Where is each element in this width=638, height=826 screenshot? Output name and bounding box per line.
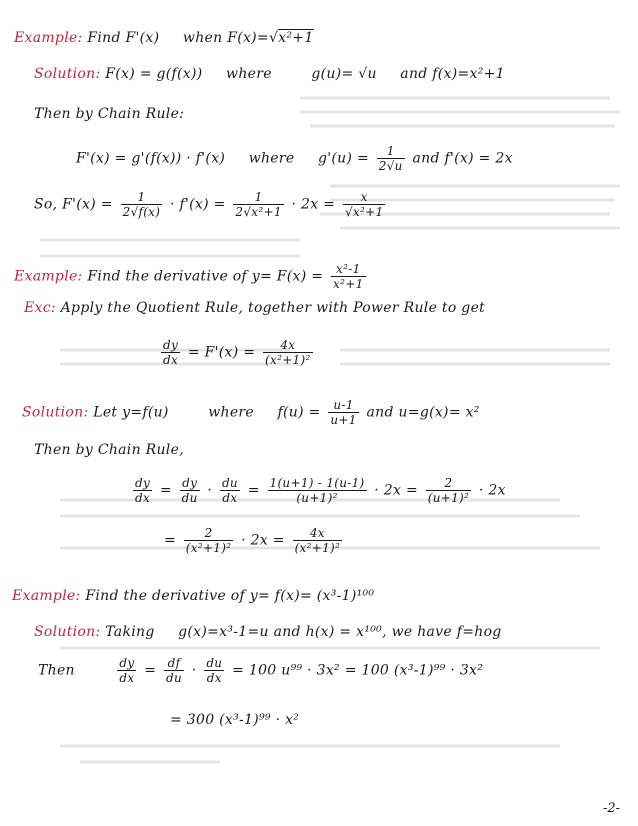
example-2-header: Example:	[14, 268, 83, 285]
so-1-line	[34, 190, 388, 219]
dy-dx-fraction: $\frac{dy}{dx}$	[163, 338, 179, 367]
solution-1-line	[34, 66, 505, 82]
g-definition: g(x)=x³-1=u and	[178, 624, 301, 640]
solution-2-line	[22, 398, 480, 427]
when-word: when	[182, 30, 223, 46]
find-word: Find	[87, 30, 121, 46]
find-derivative-text: Find the derivative of	[87, 268, 247, 285]
g-prime-fraction: $\frac{1}{2√u}$	[378, 144, 403, 173]
where-word: where	[208, 404, 254, 421]
exercise-text: Apply the Quotient Rule, together with Power Rule to get	[60, 300, 486, 316]
y-equals: y= F(x) =	[251, 268, 324, 285]
example-3-header: Example:	[12, 588, 81, 604]
g-prime-label: g'(u) =	[317, 150, 370, 167]
composition-f-hog: f=hog	[456, 624, 502, 640]
derivative-expansion: = 100 u⁹⁹ · 3x² = 100 (x³-1)⁹⁹ · 3x²	[232, 662, 484, 679]
solution-1-label: Solution:	[34, 66, 101, 82]
chain-rule-2-heading: Then by Chain Rule,	[34, 442, 184, 458]
f-of-u-fraction: $\frac{u-1}{u+1}$	[330, 398, 357, 427]
exercise-result-fraction: $\frac{4x}{\text{(x²+1)²}}$	[265, 338, 311, 367]
equals-f-prime: = F'(x) =	[187, 344, 256, 361]
target-derivative: F'(x)	[125, 30, 160, 46]
example-1-header: Example:	[14, 30, 83, 46]
chain-rule-1-line	[76, 144, 513, 173]
and-word: and	[400, 66, 428, 82]
sqrt-argument: x²+1	[278, 30, 314, 46]
quotient-rule-fraction: $\frac{1(u+1) - 1(u-1)}{\text{(u+1)²}}$	[269, 476, 365, 505]
composition-eq: F(x) = g(f(x))	[105, 66, 203, 82]
example-1-line	[14, 30, 314, 46]
function-label: F(x)=	[227, 30, 269, 46]
sqrt-sign: √	[268, 30, 279, 46]
find-derivative-text: Find the derivative of	[85, 588, 245, 604]
exercise-result-line	[158, 338, 316, 367]
f-prime-value: f'(x) = 2x	[444, 150, 513, 167]
so-result-fraction: $\frac{x}{\text{√x²+1}}$	[344, 190, 384, 219]
quotient-fraction: $\frac{\text{x²-1}}{\text{x²+1}}$	[333, 262, 364, 291]
final-result-line: = 300 (x³-1)⁹⁹ · x²	[170, 712, 300, 728]
u-definition: u=g(x)= x²	[398, 404, 480, 421]
where-word: where	[248, 150, 295, 167]
chain-rule-2-line-1: $\frac{dy}{dx}$ = $\frac{dy}{du}$ · $\frac{du}{dx}$ = $\frac{1(u+1) - 1(u-1)}{\text{(u+1)²}}$ · 2x = $\frac{2}{\text{(u+1)²}}$ · 2x	[135, 476, 506, 505]
y-of-u: y=f(u)	[122, 404, 169, 421]
taking-word: Taking	[105, 624, 155, 640]
so-fraction-2: $\frac{1}{\text{2√x²+1}}$	[235, 190, 282, 219]
so-middle: · f'(x) =	[170, 196, 226, 213]
exercise-label: Exc:	[24, 300, 56, 316]
example-3-line	[12, 588, 374, 604]
f-of-u: f(u) =	[277, 404, 321, 421]
f-definition: f(x)=x²+1	[432, 66, 505, 82]
solution-3-line	[34, 624, 502, 640]
y-equals-power: y= f(x)= (x³-1)¹⁰⁰	[249, 588, 375, 604]
example-2-line	[14, 262, 369, 291]
g-definition: g(u)= √u	[311, 66, 377, 82]
then-line: Then $\frac{dy}{dx}$ = $\frac{df}{du}$ · $\frac{du}{dx}$ = 100 u⁹⁹ · 3x² = 100 (x³-1)⁹⁹ · 3x²	[38, 656, 484, 685]
so-word: So,	[34, 196, 58, 213]
then-word: Then	[38, 662, 75, 679]
solution-3-label: Solution:	[34, 624, 101, 640]
chain-rule-formula: F'(x) = g'(f(x)) · f'(x)	[76, 150, 226, 167]
we-have-text: we have	[391, 624, 452, 640]
chain-rule-1-heading: Then by Chain Rule:	[34, 106, 185, 122]
so-lhs: F'(x) =	[62, 196, 113, 213]
where-word: where	[226, 66, 272, 82]
and-word: and	[366, 404, 394, 421]
exercise-line	[24, 300, 485, 316]
let-word: Let	[93, 404, 118, 421]
chain-rule-2-line-2: = $\frac{2}{\text{(x²+1)²}}$ · 2x = $\frac{4x}{\text{(x²+1)²}}$	[164, 526, 341, 555]
h-definition: h(x) = x¹⁰⁰,	[305, 624, 387, 640]
final-result-fraction: $\frac{4x}{\text{(x²+1)²}}$	[294, 526, 341, 555]
so-times-2x: · 2x =	[291, 196, 336, 213]
page-number: -2-	[602, 801, 620, 816]
so-fraction-1: $\frac{1}{2√f(x)}$	[122, 190, 161, 219]
and-word: and	[412, 150, 440, 167]
solution-2-label: Solution:	[22, 404, 89, 421]
